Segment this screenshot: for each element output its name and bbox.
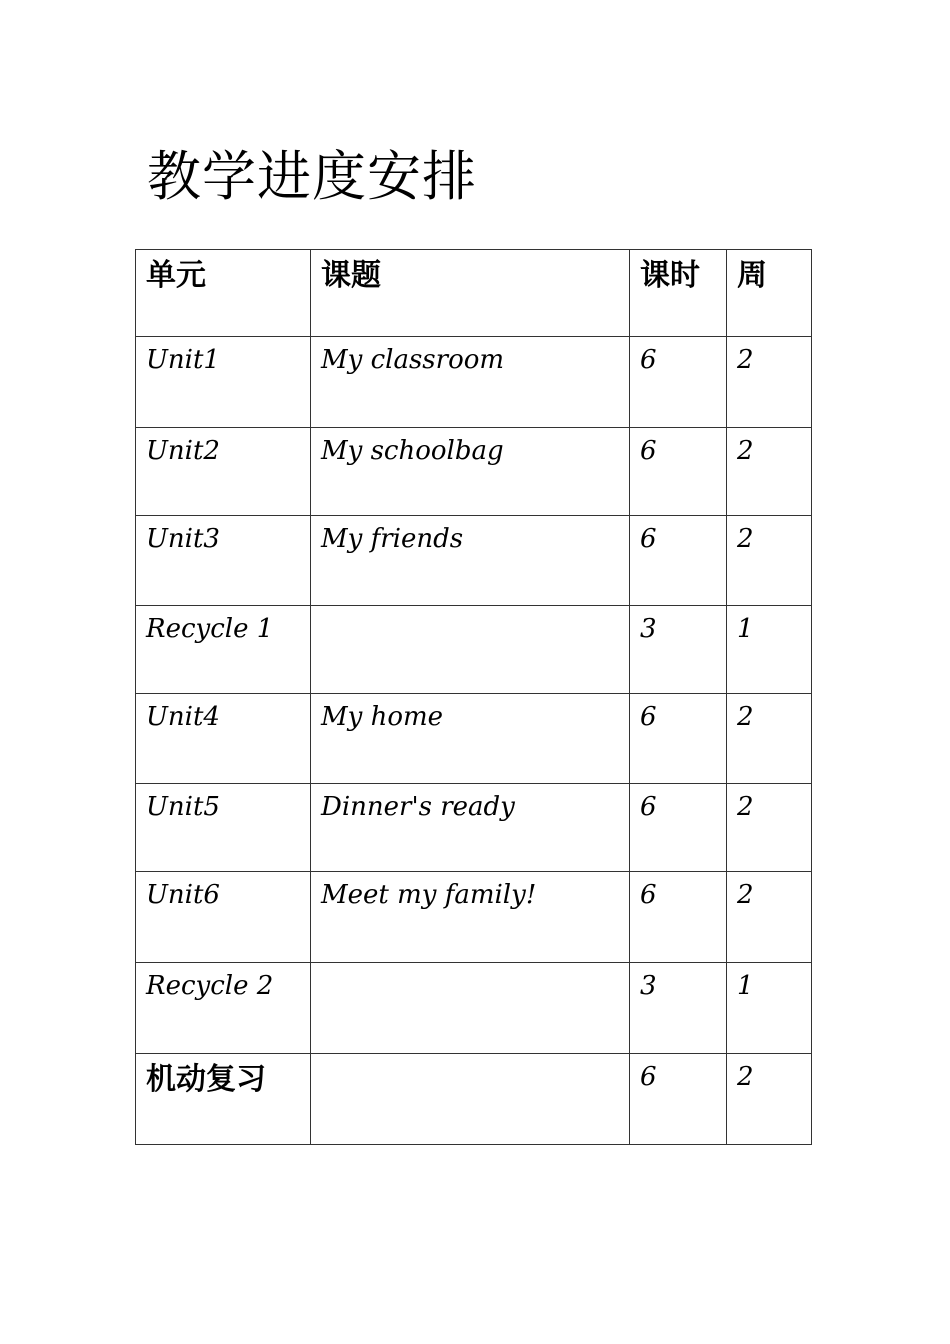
- schedule-table: [135, 249, 812, 1145]
- cell-hours: 6: [630, 337, 727, 428]
- cell-topic: Meet my family!: [311, 872, 630, 963]
- cell-weeks: 1: [727, 963, 812, 1054]
- cell-hours: 6: [630, 1054, 727, 1145]
- cell-weeks: 2: [727, 694, 812, 784]
- page-title: 教学进度安排: [147, 145, 477, 208]
- cell-weeks: 2: [727, 337, 812, 428]
- cell-topic: [311, 963, 630, 1054]
- cell-hours: 6: [630, 428, 727, 516]
- cell-weeks: 2: [727, 872, 812, 963]
- table-row: [136, 606, 812, 694]
- table-row: [136, 428, 812, 516]
- cell-weeks: 2: [727, 428, 812, 516]
- header-hours: 课时: [630, 250, 727, 337]
- cell-hours: 3: [630, 606, 727, 694]
- cell-weeks: 1: [727, 606, 812, 694]
- table-row: [136, 784, 812, 872]
- table-row: [136, 694, 812, 784]
- table-row: [136, 963, 812, 1054]
- cell-unit: Unit5: [136, 784, 311, 872]
- cell-weeks: 2: [727, 516, 812, 606]
- cell-topic: My home: [311, 694, 630, 784]
- header-unit: 单元: [136, 250, 311, 337]
- cell-topic: My friends: [311, 516, 630, 606]
- cell-hours: 6: [630, 694, 727, 784]
- cell-unit: Recycle 2: [136, 963, 311, 1054]
- table-row: [136, 516, 812, 606]
- cell-hours: 3: [630, 963, 727, 1054]
- cell-unit: Recycle 1: [136, 606, 311, 694]
- cell-topic: My classroom: [311, 337, 630, 428]
- cell-unit: Unit1: [136, 337, 311, 428]
- cell-unit: Unit4: [136, 694, 311, 784]
- table-row: [136, 872, 812, 963]
- header-weeks: 周: [727, 250, 812, 337]
- cell-hours: 6: [630, 872, 727, 963]
- cell-topic: Dinner's ready: [311, 784, 630, 872]
- cell-hours: 6: [630, 784, 727, 872]
- cell-hours: 6: [630, 516, 727, 606]
- cell-weeks: 2: [727, 784, 812, 872]
- table-row: [136, 1054, 812, 1145]
- cell-unit: Unit2: [136, 428, 311, 516]
- cell-topic: My schoolbag: [311, 428, 630, 516]
- cell-unit: 机动复习: [136, 1054, 311, 1145]
- cell-unit: Unit6: [136, 872, 311, 963]
- table-header-row: [136, 250, 812, 337]
- header-topic: 课题: [311, 250, 630, 337]
- cell-unit: Unit3: [136, 516, 311, 606]
- cell-topic: [311, 1054, 630, 1145]
- cell-topic: [311, 606, 630, 694]
- table-row: [136, 337, 812, 428]
- cell-weeks: 2: [727, 1054, 812, 1145]
